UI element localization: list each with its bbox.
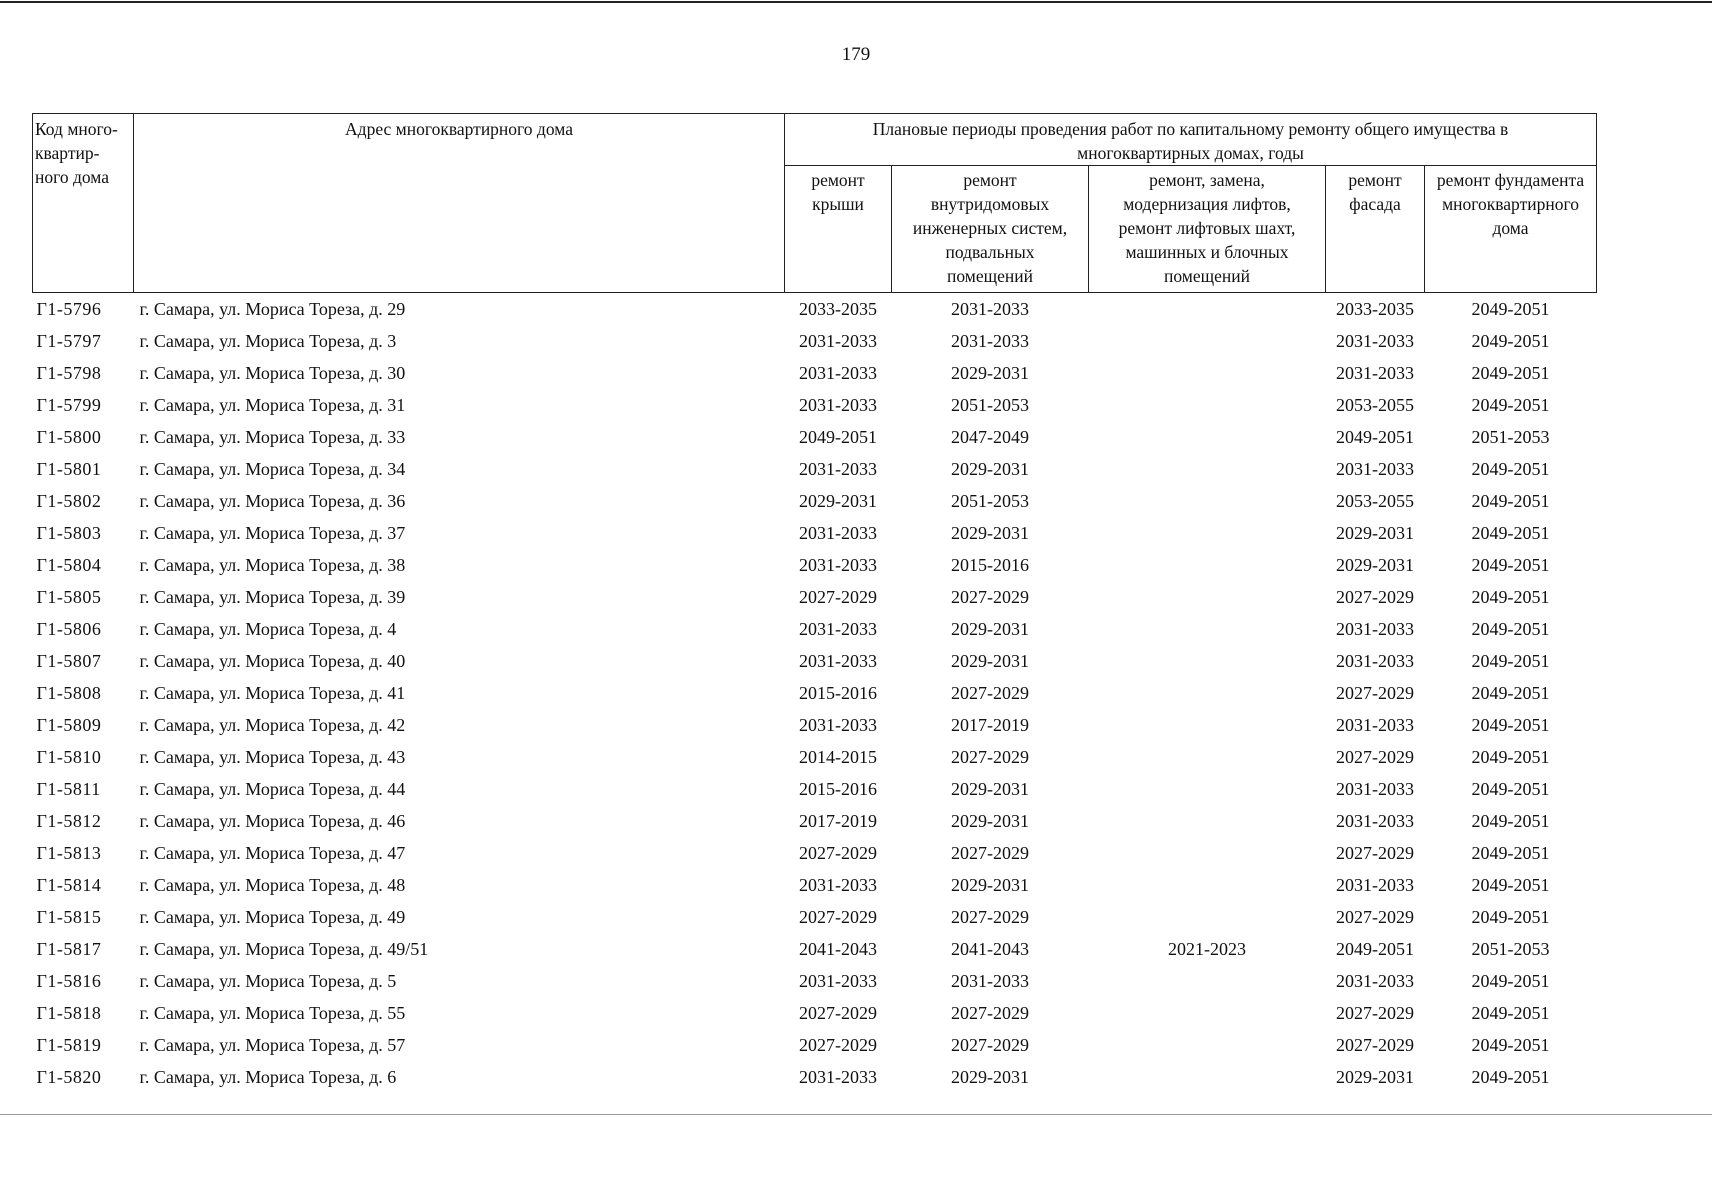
building-code-cell: Г1-5818 [36,1002,102,1023]
lift-period-cell [1089,709,1326,741]
roof-period-cell: 2029-2031 [799,490,877,511]
top-border-line [0,1,1712,3]
foundation-period-cell: 2049-2051 [1471,490,1550,511]
foundation-period-cell: 2049-2051 [1471,778,1550,799]
repair-schedule-table [32,113,1597,1093]
lift-period-cell [1089,613,1326,645]
facade-period-cell: 2049-2051 [1336,938,1414,959]
facade-period-cell: 2031-2033 [1336,714,1414,735]
engineering-period-cell: 2029-2031 [951,458,1029,479]
facade-period-cell: 2031-2033 [1336,810,1414,831]
roof-period-cell: 2015-2016 [799,778,877,799]
address-cell: г. Самара, ул. Мориса Тореза, д. 3 [139,330,397,351]
facade-period-cell: 2031-2033 [1336,970,1414,991]
building-code-cell: Г1-5816 [36,970,102,991]
foundation-period-cell: 2049-2051 [1471,618,1550,639]
roof-period-cell: 2027-2029 [799,1034,877,1055]
building-code-cell: Г1-5804 [36,554,102,575]
building-code-cell: Г1-5801 [36,458,102,479]
building-code-cell: Г1-5815 [36,906,102,927]
engineering-period-cell: 2031-2033 [951,298,1029,319]
lift-period-cell [1089,453,1326,485]
header-building-code: Код много- квартир- ного дома [33,114,134,293]
engineering-period-cell: 2029-2031 [951,650,1029,671]
address-cell: г. Самара, ул. Мориса Тореза, д. 55 [139,1002,406,1023]
roof-period-cell: 2031-2033 [799,522,877,543]
engineering-period-cell: 2031-2033 [951,970,1029,991]
table-row [33,709,1597,741]
facade-period-cell: 2027-2029 [1336,842,1414,863]
facade-period-cell: 2031-2033 [1336,874,1414,895]
foundation-period-cell: 2049-2051 [1471,362,1550,383]
roof-period-cell: 2027-2029 [799,906,877,927]
lift-period-cell [1089,581,1326,613]
table-row [33,805,1597,837]
header-lift-repair: ремонт, замена, модернизация лифтов, ремонт лифтовых шахт, машинных и блочных помещений [1089,166,1326,293]
table-row [33,933,1597,965]
address-cell: г. Самара, ул. Мориса Тореза, д. 6 [139,1066,397,1087]
foundation-period-cell: 2049-2051 [1471,1002,1550,1023]
engineering-period-cell: 2051-2053 [951,490,1029,511]
table-row [33,1061,1597,1093]
address-cell: г. Самара, ул. Мориса Тореза, д. 44 [139,778,406,799]
facade-period-cell: 2029-2031 [1336,522,1414,543]
page-number: 179 [841,44,871,65]
building-code-cell: Г1-5798 [36,362,102,383]
address-cell: г. Самара, ул. Мориса Тореза, д. 46 [139,810,406,831]
address-cell: г. Самара, ул. Мориса Тореза, д. 47 [139,842,406,863]
lift-period-cell [1089,997,1326,1029]
facade-period-cell: 2031-2033 [1336,650,1414,671]
building-code-cell: Г1-5797 [36,330,102,351]
lift-period-cell: 2021-2023 [1168,938,1246,959]
foundation-period-cell: 2049-2051 [1471,458,1550,479]
address-cell: г. Самара, ул. Мориса Тореза, д. 31 [139,394,406,415]
facade-period-cell: 2027-2029 [1336,746,1414,767]
building-code-cell: Г1-5810 [36,746,102,767]
lift-period-cell [1089,325,1326,357]
table-row [33,421,1597,453]
table-row [33,677,1597,709]
roof-period-cell: 2031-2033 [799,330,877,351]
facade-period-cell: 2053-2055 [1336,394,1414,415]
building-code-cell: Г1-5805 [36,586,102,607]
engineering-period-cell: 2029-2031 [951,810,1029,831]
table-body [33,293,1597,1094]
facade-period-cell: 2027-2029 [1336,682,1414,703]
table-row [33,1029,1597,1061]
roof-period-cell: 2049-2051 [799,426,877,447]
facade-period-cell: 2027-2029 [1336,906,1414,927]
roof-period-cell: 2033-2035 [799,298,877,319]
foundation-period-cell: 2049-2051 [1471,906,1550,927]
lift-period-cell [1089,293,1326,326]
roof-period-cell: 2031-2033 [799,650,877,671]
building-code-cell: Г1-5803 [36,522,102,543]
engineering-period-cell: 2027-2029 [951,682,1029,703]
table-header [33,114,1597,293]
lift-period-cell [1089,869,1326,901]
roof-period-cell: 2027-2029 [799,1002,877,1023]
header-address: Адрес многоквартирного дома [134,114,785,293]
foundation-period-cell: 2049-2051 [1471,1034,1550,1055]
facade-period-cell: 2031-2033 [1336,618,1414,639]
building-code-cell: Г1-5806 [36,618,102,639]
address-cell: г. Самара, ул. Мориса Тореза, д. 49/51 [139,938,429,959]
header-foundation-repair: ремонт фундамента многоквартирного дома [1425,166,1597,293]
table-row [33,997,1597,1029]
table-row [33,549,1597,581]
lift-period-cell [1089,965,1326,997]
lift-period-cell [1089,1029,1326,1061]
address-cell: г. Самара, ул. Мориса Тореза, д. 4 [139,618,397,639]
foundation-period-cell: 2049-2051 [1471,330,1550,351]
engineering-period-cell: 2027-2029 [951,906,1029,927]
lift-period-cell [1089,485,1326,517]
roof-period-cell: 2027-2029 [799,586,877,607]
foundation-period-cell: 2049-2051 [1471,554,1550,575]
roof-period-cell: 2031-2033 [799,554,877,575]
facade-period-cell: 2033-2035 [1336,298,1414,319]
table-row [33,869,1597,901]
building-code-cell: Г1-5819 [36,1034,102,1055]
foundation-period-cell: 2049-2051 [1471,298,1550,319]
lift-period-cell [1089,357,1326,389]
building-code-cell: Г1-5811 [36,778,101,799]
building-code-cell: Г1-5813 [36,842,102,863]
address-cell: г. Самара, ул. Мориса Тореза, д. 48 [139,874,406,895]
roof-period-cell: 2031-2033 [799,362,877,383]
facade-period-cell: 2029-2031 [1336,554,1414,575]
engineering-period-cell: 2027-2029 [951,746,1029,767]
foundation-period-cell: 2049-2051 [1471,1066,1550,1087]
engineering-period-cell: 2015-2016 [951,554,1029,575]
header-facade-repair: ремонт фасада [1326,166,1425,293]
address-cell: г. Самара, ул. Мориса Тореза, д. 57 [139,1034,406,1055]
foundation-period-cell: 2049-2051 [1471,874,1550,895]
facade-period-cell: 2029-2031 [1336,1066,1414,1087]
lift-period-cell [1089,517,1326,549]
table-row [33,453,1597,485]
building-code-cell: Г1-5796 [36,298,102,319]
table-row [33,581,1597,613]
building-code-cell: Г1-5802 [36,490,102,511]
engineering-period-cell: 2029-2031 [951,778,1029,799]
lift-period-cell [1089,421,1326,453]
lift-period-cell [1089,549,1326,581]
engineering-period-cell: 2051-2053 [951,394,1029,415]
engineering-period-cell: 2027-2029 [951,1034,1029,1055]
engineering-period-cell: 2029-2031 [951,618,1029,639]
address-cell: г. Самара, ул. Мориса Тореза, д. 33 [139,426,406,447]
foundation-period-cell: 2049-2051 [1471,746,1550,767]
table-row [33,517,1597,549]
building-code-cell: Г1-5799 [36,394,102,415]
lift-period-cell [1089,805,1326,837]
roof-period-cell: 2015-2016 [799,682,877,703]
building-code-cell: Г1-5800 [36,426,102,447]
table-row [33,645,1597,677]
roof-period-cell: 2027-2029 [799,842,877,863]
roof-period-cell: 2031-2033 [799,394,877,415]
table-row [33,965,1597,997]
roof-period-cell: 2031-2033 [799,874,877,895]
roof-period-cell: 2014-2015 [799,746,877,767]
foundation-period-cell: 2051-2053 [1471,938,1550,959]
engineering-period-cell: 2017-2019 [951,714,1029,735]
table-row [33,357,1597,389]
address-cell: г. Самара, ул. Мориса Тореза, д. 39 [139,586,406,607]
lift-period-cell [1089,677,1326,709]
address-cell: г. Самара, ул. Мориса Тореза, д. 41 [139,682,406,703]
foundation-period-cell: 2049-2051 [1471,522,1550,543]
roof-period-cell: 2017-2019 [799,810,877,831]
address-cell: г. Самара, ул. Мориса Тореза, д. 40 [139,650,406,671]
roof-period-cell: 2031-2033 [799,970,877,991]
foundation-period-cell: 2049-2051 [1471,842,1550,863]
address-cell: г. Самара, ул. Мориса Тореза, д. 30 [139,362,406,383]
foundation-period-cell: 2049-2051 [1471,394,1550,415]
building-code-cell: Г1-5808 [36,682,102,703]
table-row [33,293,1597,326]
engineering-period-cell: 2027-2029 [951,842,1029,863]
foundation-period-cell: 2049-2051 [1471,970,1550,991]
roof-period-cell: 2031-2033 [799,458,877,479]
lift-period-cell [1089,901,1326,933]
header-engineering-repair: ремонт внутридомовых инженерных систем, подвальных помещений [892,166,1089,293]
lift-period-cell [1089,1061,1326,1093]
engineering-period-cell: 2027-2029 [951,1002,1029,1023]
lift-period-cell [1089,837,1326,869]
table-row [33,741,1597,773]
building-code-cell: Г1-5809 [36,714,102,735]
engineering-period-cell: 2029-2031 [951,522,1029,543]
address-cell: г. Самара, ул. Мориса Тореза, д. 34 [139,458,406,479]
engineering-period-cell: 2041-2043 [951,938,1029,959]
address-cell: г. Самара, ул. Мориса Тореза, д. 49 [139,906,406,927]
facade-period-cell: 2027-2029 [1336,1034,1414,1055]
building-code-cell: Г1-5812 [36,810,102,831]
address-cell: г. Самара, ул. Мориса Тореза, д. 5 [139,970,397,991]
address-cell: г. Самара, ул. Мориса Тореза, д. 38 [139,554,406,575]
foundation-period-cell: 2049-2051 [1471,586,1550,607]
engineering-period-cell: 2027-2029 [951,586,1029,607]
address-cell: г. Самара, ул. Мориса Тореза, д. 29 [139,298,406,319]
engineering-period-cell: 2029-2031 [951,1066,1029,1087]
address-cell: г. Самара, ул. Мориса Тореза, д. 37 [139,522,406,543]
foundation-period-cell: 2049-2051 [1471,714,1550,735]
table-row [33,837,1597,869]
table-row [33,485,1597,517]
table-row [33,901,1597,933]
engineering-period-cell: 2031-2033 [951,330,1029,351]
page-edge-line [0,1114,1712,1115]
roof-period-cell: 2031-2033 [799,714,877,735]
header-roof-repair: ремонт крыши [785,166,892,293]
building-code-cell: Г1-5817 [36,938,102,959]
address-cell: г. Самара, ул. Мориса Тореза, д. 36 [139,490,406,511]
roof-period-cell: 2031-2033 [799,618,877,639]
facade-period-cell: 2027-2029 [1336,586,1414,607]
engineering-period-cell: 2029-2031 [951,874,1029,895]
address-cell: г. Самара, ул. Мориса Тореза, д. 42 [139,714,406,735]
address-cell: г. Самара, ул. Мориса Тореза, д. 43 [139,746,406,767]
facade-period-cell: 2027-2029 [1336,1002,1414,1023]
lift-period-cell [1089,645,1326,677]
foundation-period-cell: 2051-2053 [1471,426,1550,447]
table-row [33,773,1597,805]
facade-period-cell: 2049-2051 [1336,426,1414,447]
roof-period-cell: 2031-2033 [799,1066,877,1087]
table-row [33,325,1597,357]
facade-period-cell: 2031-2033 [1336,458,1414,479]
facade-period-cell: 2031-2033 [1336,778,1414,799]
engineering-period-cell: 2047-2049 [951,426,1029,447]
facade-period-cell: 2053-2055 [1336,490,1414,511]
engineering-period-cell: 2029-2031 [951,362,1029,383]
foundation-period-cell: 2049-2051 [1471,650,1550,671]
building-code-cell: Г1-5814 [36,874,102,895]
foundation-period-cell: 2049-2051 [1471,810,1550,831]
facade-period-cell: 2031-2033 [1336,330,1414,351]
lift-period-cell [1089,741,1326,773]
lift-period-cell [1089,389,1326,421]
facade-period-cell: 2031-2033 [1336,362,1414,383]
building-code-cell: Г1-5807 [36,650,102,671]
roof-period-cell: 2041-2043 [799,938,877,959]
table-row [33,613,1597,645]
building-code-cell: Г1-5820 [36,1066,102,1087]
lift-period-cell [1089,773,1326,805]
foundation-period-cell: 2049-2051 [1471,682,1550,703]
header-planned-periods: Плановые периоды проведения работ по капитальному ремонту общего имущества в многоквартирных домах, годы [785,114,1597,166]
table-row [33,389,1597,421]
